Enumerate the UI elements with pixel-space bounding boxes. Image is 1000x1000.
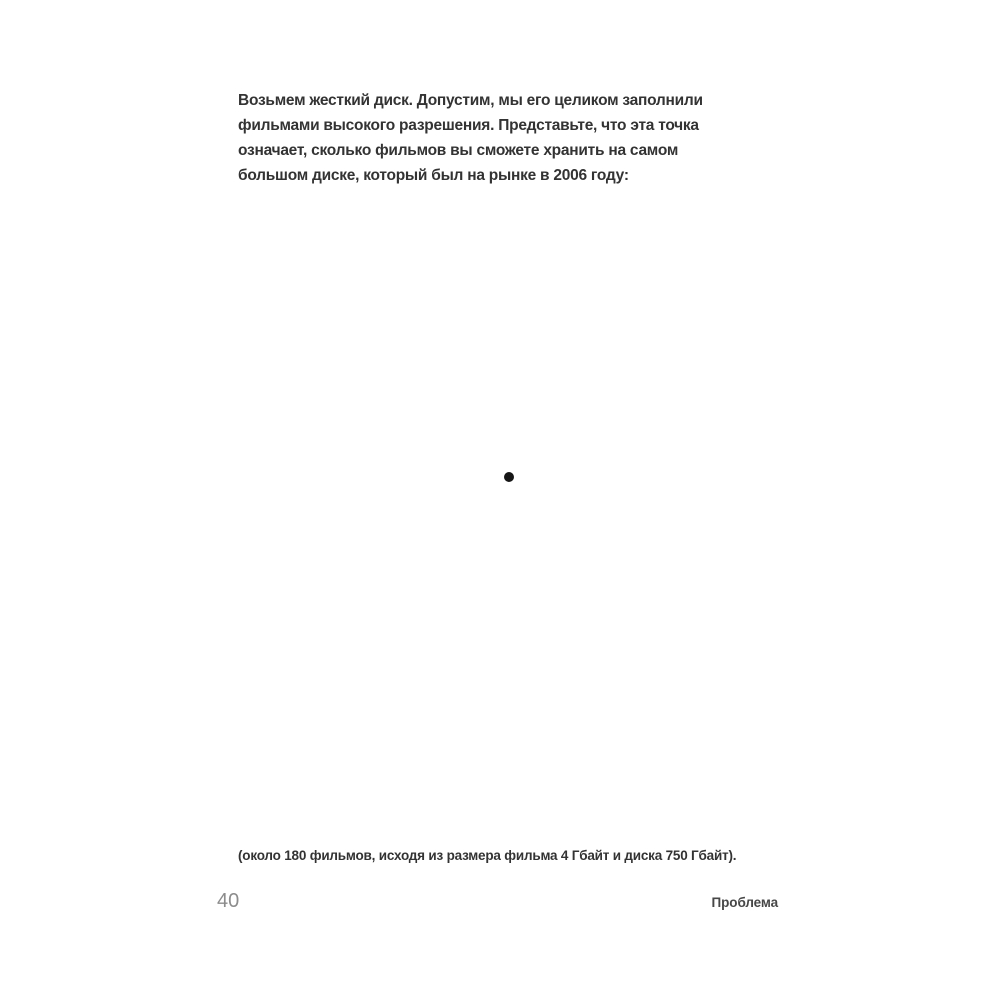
paragraph-line: Возьмем жесткий диск. Допустим, мы его целиком заполнили: [238, 92, 703, 109]
caption-text: (около 180 фильмов, исходя из размера фильма 4 Гбайт и диска 750 Гбайт).: [238, 848, 737, 863]
paragraph-line: фильмами высокого разрешения. Представьте, что эта точка: [238, 117, 699, 134]
body-paragraph: [238, 88, 708, 188]
film-count-dot: [504, 472, 514, 482]
chapter-title: Проблема: [711, 895, 778, 910]
paragraph-line: большом диске, который был на рынке в 2006 году:: [238, 167, 629, 184]
paragraph-line: означает, сколько фильмов вы сможете хранить на самом: [238, 142, 679, 159]
page-number: 40: [217, 890, 240, 912]
